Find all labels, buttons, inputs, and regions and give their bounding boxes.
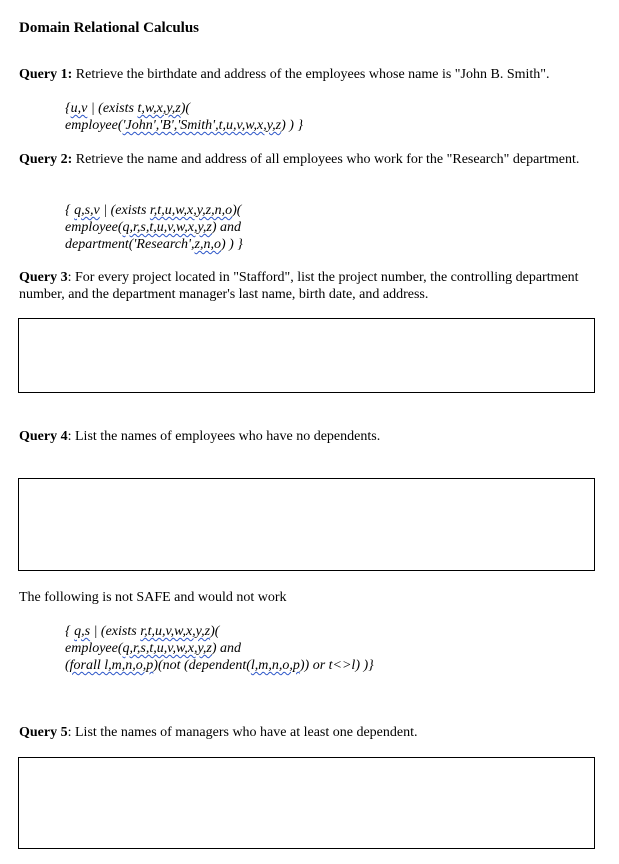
query-4-label: Query 4 bbox=[19, 429, 68, 444]
formula-args: q,r,s,t,u,v,w,x,y,z bbox=[122, 220, 212, 235]
formula-close: ) ) } bbox=[220, 237, 243, 252]
formula-args: q,r,s,t,u,v,w,x,y,z bbox=[122, 641, 212, 656]
formula-paren: )( bbox=[180, 101, 191, 116]
formula-close: ) and bbox=[211, 641, 242, 656]
formula-free-vars: u,v bbox=[70, 101, 88, 116]
formula-exists: | (exists bbox=[90, 624, 141, 639]
formula-paren: )( bbox=[210, 624, 220, 639]
formula-brace: { bbox=[65, 203, 75, 218]
formula-brace: { bbox=[65, 624, 75, 639]
unsafe-formula-line-2 bbox=[65, 640, 241, 657]
formula-bound-vars: r,t,u,w,x,y,z,n,o bbox=[149, 203, 233, 218]
query-2-formula-line-1 bbox=[65, 202, 241, 219]
query-5-label: Query 5 bbox=[19, 725, 68, 740]
query-2-text: Retrieve the name and address of all employees who work for the "Research" department. bbox=[72, 152, 580, 167]
query-3-label: Query 3 bbox=[19, 270, 68, 285]
query-4-text: : List the names of employees who have no dependents. bbox=[67, 429, 381, 444]
formula-paren: ( bbox=[65, 658, 70, 673]
formula-exists: | (exists bbox=[99, 203, 150, 218]
query-3-text: : For every project located in "Stafford", list the project number, the controlling department number, and the department manager's last name, birth date, and address. bbox=[19, 270, 579, 302]
query-4-paragraph bbox=[19, 428, 604, 445]
formula-bound-vars: t,w,x,y,z bbox=[137, 101, 181, 116]
formula-free-vars: q,s bbox=[74, 624, 91, 639]
unsafe-note: The following is not SAFE and would not work bbox=[19, 590, 287, 605]
formula-brace: { bbox=[65, 101, 71, 116]
formula-args: z,n,o bbox=[194, 237, 221, 252]
query-2-formula-line-3 bbox=[65, 236, 243, 253]
unsafe-formula-line-3 bbox=[65, 657, 374, 674]
query-1-paragraph bbox=[19, 66, 604, 83]
formula-free-vars: q,s,v bbox=[74, 203, 100, 218]
formula-forall: forall l,m,n,o,p bbox=[69, 658, 154, 673]
formula-bound-vars: r,t,u,v,w,x,y,z bbox=[140, 624, 211, 639]
query-1-label: Query 1: bbox=[19, 67, 73, 82]
query-1-formula-line-1 bbox=[65, 100, 190, 117]
formula-predicate: employee( bbox=[65, 220, 123, 235]
formula-predicate: employee( bbox=[65, 118, 123, 133]
document-title: Domain Relational Calculus bbox=[19, 20, 200, 36]
formula-paren: )( bbox=[232, 203, 242, 218]
formula-not-dependent: )(not (dependent( bbox=[153, 658, 251, 673]
formula-close: ) ) } bbox=[281, 118, 304, 133]
query-1-formula-line-2 bbox=[65, 117, 303, 134]
formula-predicate: department('Research', bbox=[65, 237, 195, 252]
query-3-paragraph bbox=[19, 269, 604, 303]
formula-predicate: employee( bbox=[65, 641, 123, 656]
formula-exists: | (exists bbox=[87, 101, 138, 116]
query-5-answer-box[interactable] bbox=[18, 757, 595, 849]
unsafe-formula-line-1 bbox=[65, 623, 219, 640]
formula-close: ) and bbox=[211, 220, 242, 235]
formula-close: )) or t<>l) )} bbox=[299, 658, 374, 673]
formula-args: 'John','B','Smith',t,u,v,w,x,y,z bbox=[122, 118, 282, 133]
query-2-label: Query 2: bbox=[19, 152, 73, 167]
query-5-text: : List the names of managers who have at least one dependent. bbox=[67, 725, 418, 740]
query-2-paragraph bbox=[19, 151, 604, 168]
query-4-answer-box[interactable] bbox=[18, 478, 595, 571]
query-5-paragraph bbox=[19, 724, 604, 741]
query-3-answer-box[interactable] bbox=[18, 318, 595, 393]
query-1-text: Retrieve the birthdate and address of the employees whose name is "John B. Smith". bbox=[72, 67, 550, 82]
formula-args: l,m,n,o,p bbox=[250, 658, 300, 673]
query-2-formula-line-2 bbox=[65, 219, 241, 236]
